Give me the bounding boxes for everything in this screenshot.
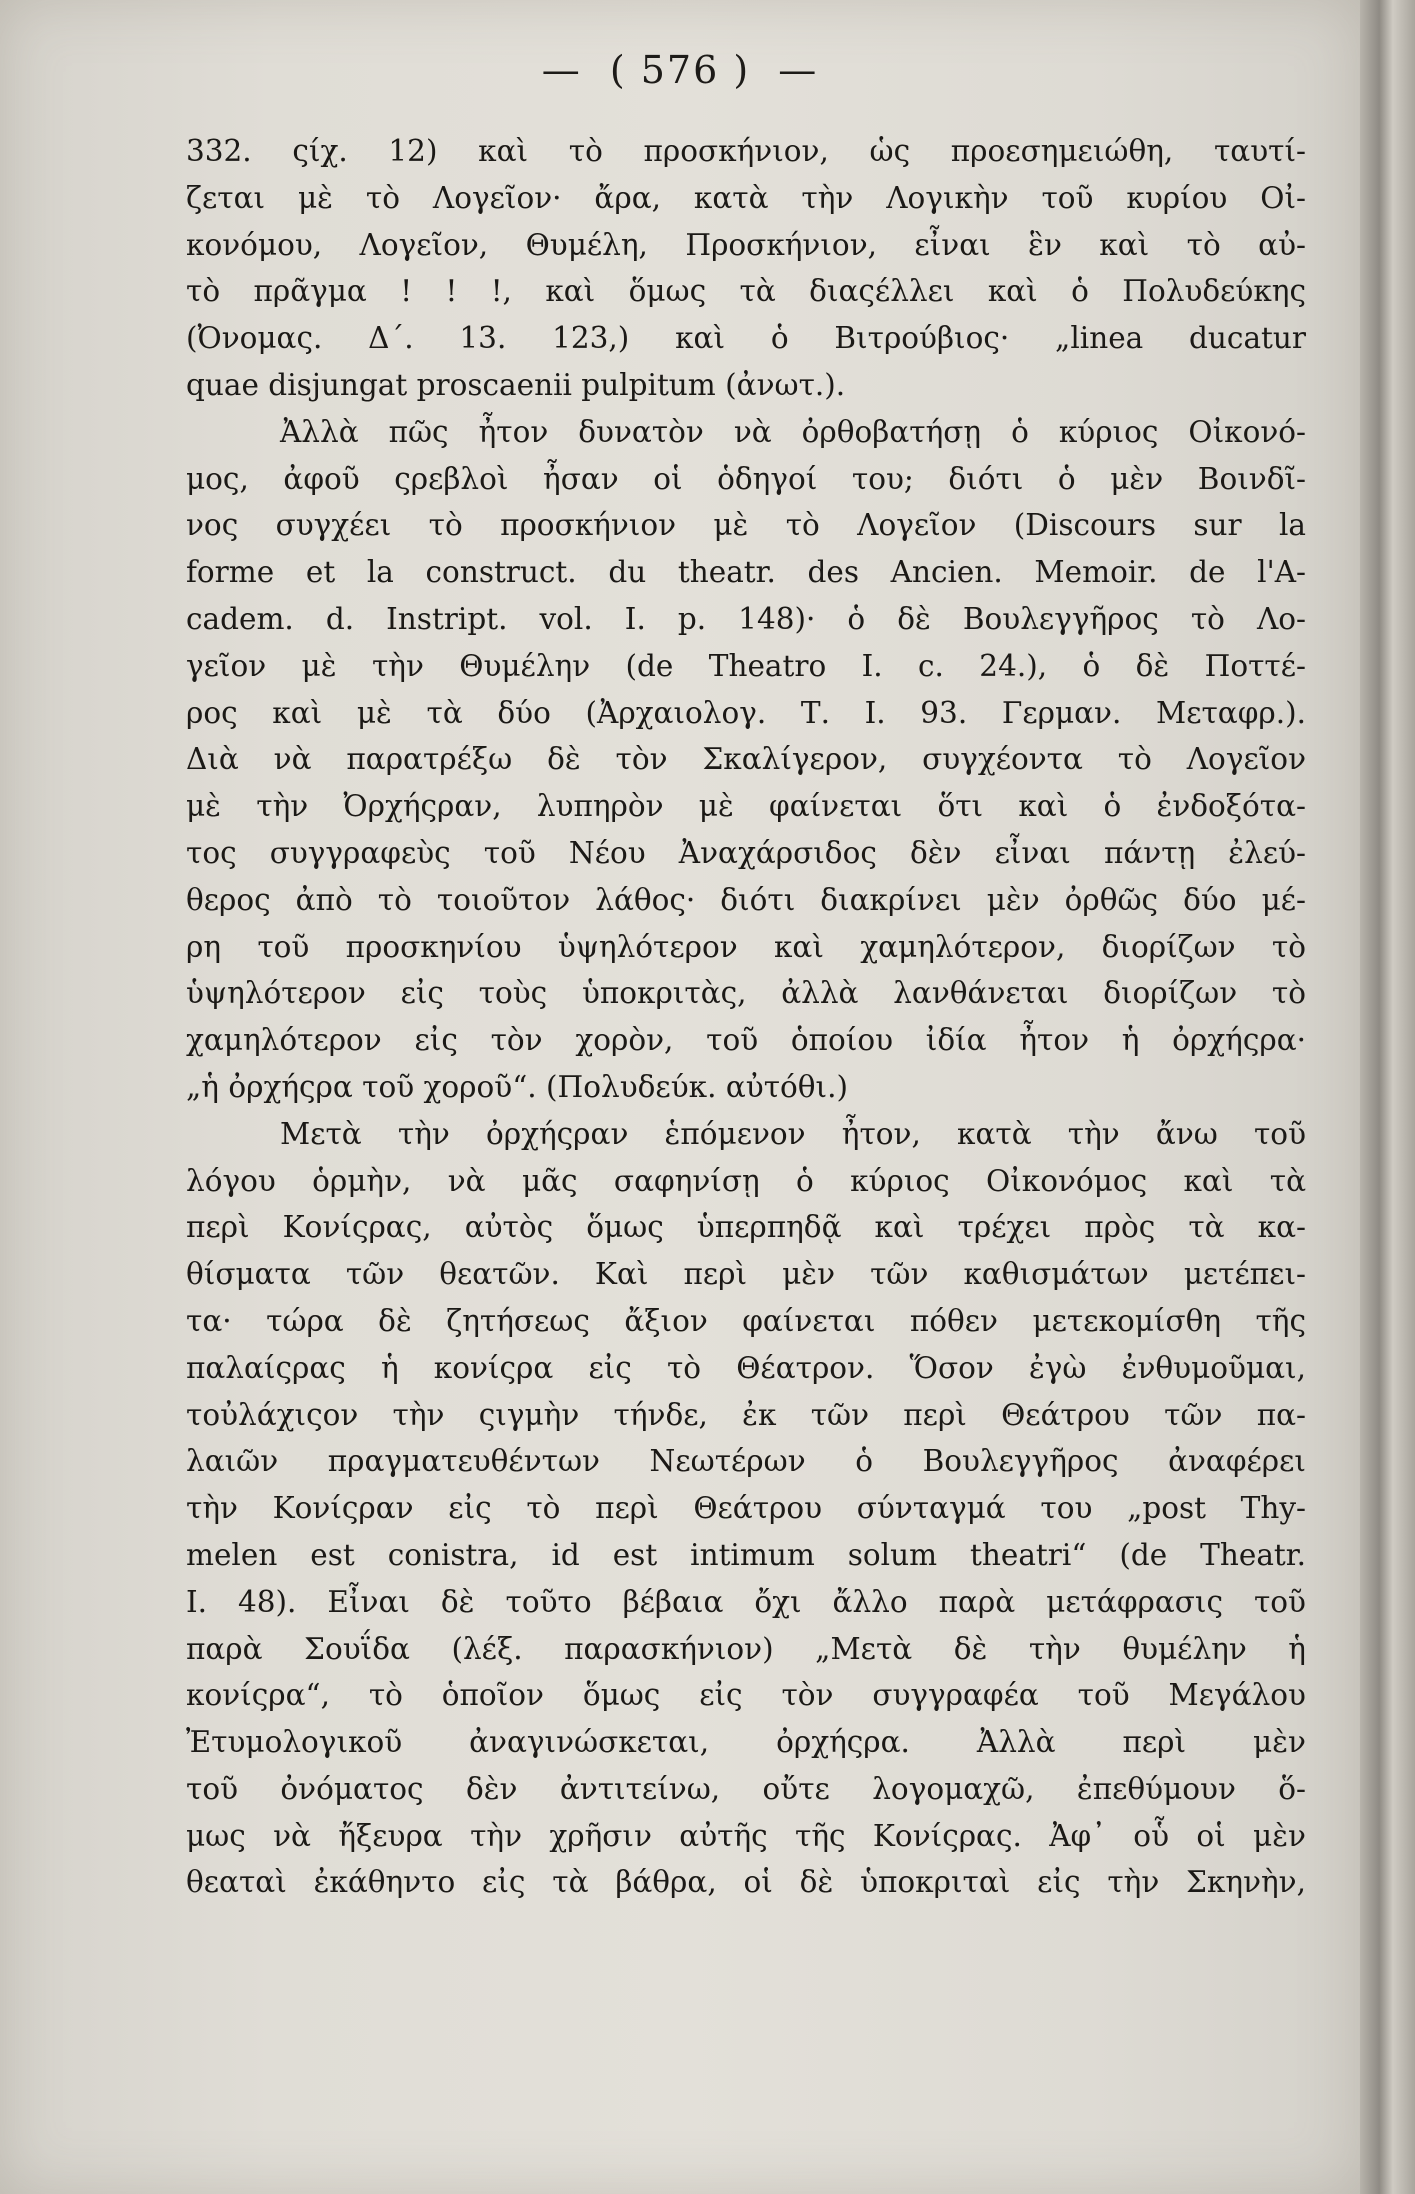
text-line: ρη τοῦ προσκηνίου ὑψηλότερον καὶ χαμηλότερον, διορίζων τὸ [186,929,1306,964]
text-line: Ἀλλὰ πῶς ἦτον δυνατὸν νὰ ὀρθοβατήσῃ ὁ κύριος Οἰκονό- [280,414,1306,449]
text-line: τὴν Κονίςραν εἰς τὸ περὶ Θεάτρου σύνταγμά του „post Thy- [186,1491,1306,1526]
text-line: τοῦ ὀνόματος δὲν ἀντιτείνω, οὔτε λογομαχῶ, ἐπεθύμουν ὅ- [186,1771,1306,1806]
text-line: κονίςρα“, τὸ ὁποῖον ὅμως εἰς τὸν συγγραφέα τοῦ Μεγάλου [186,1678,1306,1713]
header-right-dash: — [778,48,819,92]
text-line: quae disjungat proscaenii pulpitum (ἀνωτ.). [186,367,846,402]
text-line: τὸ πρᾶγμα ! ! !, καὶ ὅμως τὰ διαςέλλει καὶ ὁ Πολυδεύκης [186,274,1306,309]
text-line: τος συγγραφεὺς τοῦ Νέου Ἀναχάρσιδος δὲν εἶναι πάντῃ ἐλεύ- [186,835,1306,870]
page-number: 576 [640,48,720,92]
text-line: παρὰ Σουΐδα (λέξ. παρασκήνιον) „Μετὰ δὲ τὴν θυμέλην ἡ [186,1631,1306,1666]
text-line: λαιῶν πραγματευθέντων Νεωτέρων ὁ Βουλεγγῆρος ἀναφέρει [186,1444,1306,1479]
text-line: παλαίςρας ἡ κονίςρα εἰς τὸ Θέατρον. Ὅσον ἐγὼ ἐνθυμοῦμαι, [186,1350,1306,1385]
header-open-paren: ( [609,48,627,92]
text-line: ρος καὶ μὲ τὰ δύο (Ἀρχαιολογ. Τ. I. 93. Γερμαν. Μεταφρ.). [186,695,1306,730]
text-line: τα· τώρα δὲ ζητήσεως ἄξιον φαίνεται πόθεν μετεκομίσθη τῆς [186,1303,1306,1338]
text-line: νος συγχέει τὸ προσκήνιον μὲ τὸ Λογεῖον (Discours sur la [186,508,1306,543]
text-line: Διὰ νὰ παρατρέξω δὲ τὸν Σκαλίγερον, συγχέοντα τὸ Λογεῖον [186,742,1306,777]
text-line: 332. ςίχ. 12) καὶ τὸ προσκήνιον, ὡς προεσημειώθη, ταυτί- [186,134,1306,168]
text-line: μὲ τὴν Ὀρχήςραν, λυπηρὸν μὲ φαίνεται ὅτι καὶ ὁ ἐνδοξότα- [186,789,1306,824]
body-text [186,128,1306,1906]
text-line: χαμηλότερον εἰς τὸν χορὸν, τοῦ ὁποίου ἰδία ἦτον ἡ ὀρχήςρα· [186,1023,1306,1058]
text-line: τοὐλάχιςον τὴν ςιγμὴν τήνδε, ἐκ τῶν περὶ Θεάτρου τῶν πα- [186,1397,1306,1432]
text-line: μως νὰ ἤξευρα τὴν χρῆσιν αὐτῆς τῆς Κονίςρας. Ἀφ᾽ οὗ οἱ μὲν [186,1818,1306,1853]
text-line: περὶ Κονίςρας, αὐτὸς ὅμως ὑπερπηδᾷ καὶ τρέχει πρὸς τὰ κα- [186,1210,1306,1245]
header-left-dash: — [541,48,582,92]
text-line: θερος ἀπὸ τὸ τοιοῦτον λάθος· διότι διακρίνει μὲν ὀρθῶς δύο μέ- [186,882,1306,917]
book-spine-edge [1360,0,1415,2194]
text-line: μος, ἀφοῦ ςρεβλοὶ ἦσαν οἱ ὁδηγοί του; διότι ὁ μὲν Βοινδῖ- [186,461,1306,496]
text-line: ζεται μὲ τὸ Λογεῖον· ἄρα, κατὰ τὴν Λογικὴν τοῦ κυρίου Οἰ- [186,180,1306,215]
text-line: forme et la construct. du theatr. des Ancien. Memoir. de l'A- [186,555,1306,590]
text-line: cadem. d. Instript. vol. I. p. 148)· ὁ δὲ Βουλεγγῆρος τὸ Λο- [186,601,1306,636]
text-line: (Ὀνομας. Δ΄. 13. 123,) καὶ ὁ Βιτρούβιος· „linea ducatur [186,321,1306,356]
text-line: γεῖον μὲ τὴν Θυμέλην (de Theatro I. c. 24.), ὁ δὲ Ποττέ- [186,648,1306,683]
page-header [0,48,1360,92]
text-line: I. 48). Εἶναι δὲ τοῦτο βέβαια ὄχι ἄλλο παρὰ μετάφρασις τοῦ [186,1584,1306,1619]
text-line: Ἐτυμολογικοῦ ἀναγινώσκεται, ὀρχήςρα. Ἀλλὰ περὶ μὲν [186,1725,1306,1760]
text-line: λόγου ὁρμὴν, νὰ μᾶς σαφηνίσῃ ὁ κύριος Οἰκονόμος καὶ τὰ [186,1163,1306,1198]
text-line: θίσματα τῶν θεατῶν. Καὶ περὶ μὲν τῶν καθισμάτων μετέπει- [186,1257,1306,1292]
text-line: „ἡ ὀρχήςρα τοῦ χοροῦ“. (Πολυδεύκ. αὐτόθι.) [186,1069,848,1104]
text-line: κονόμου, Λογεῖον, Θυμέλη, Προσκήνιον, εἶναι ἓν καὶ τὸ αὐ- [186,227,1306,262]
header-close-paren: ) [733,48,751,92]
text-line: melen est conistra, id est intimum solum theatri“ (de Theatr. [186,1537,1306,1572]
text-line: ὑψηλότερον εἰς τοὺς ὑποκριτὰς, ἀλλὰ λανθάνεται διορίζων τὸ [186,976,1306,1011]
text-line: Μετὰ τὴν ὀρχήςραν ἑπόμενον ἦτον, κατὰ τὴν ἄνω τοῦ [280,1116,1306,1151]
text-line: θεαταὶ ἐκάθηντο εἰς τὰ βάθρα, οἱ δὲ ὑποκριταὶ εἰς τὴν Σκηνὴν, [186,1865,1306,1900]
